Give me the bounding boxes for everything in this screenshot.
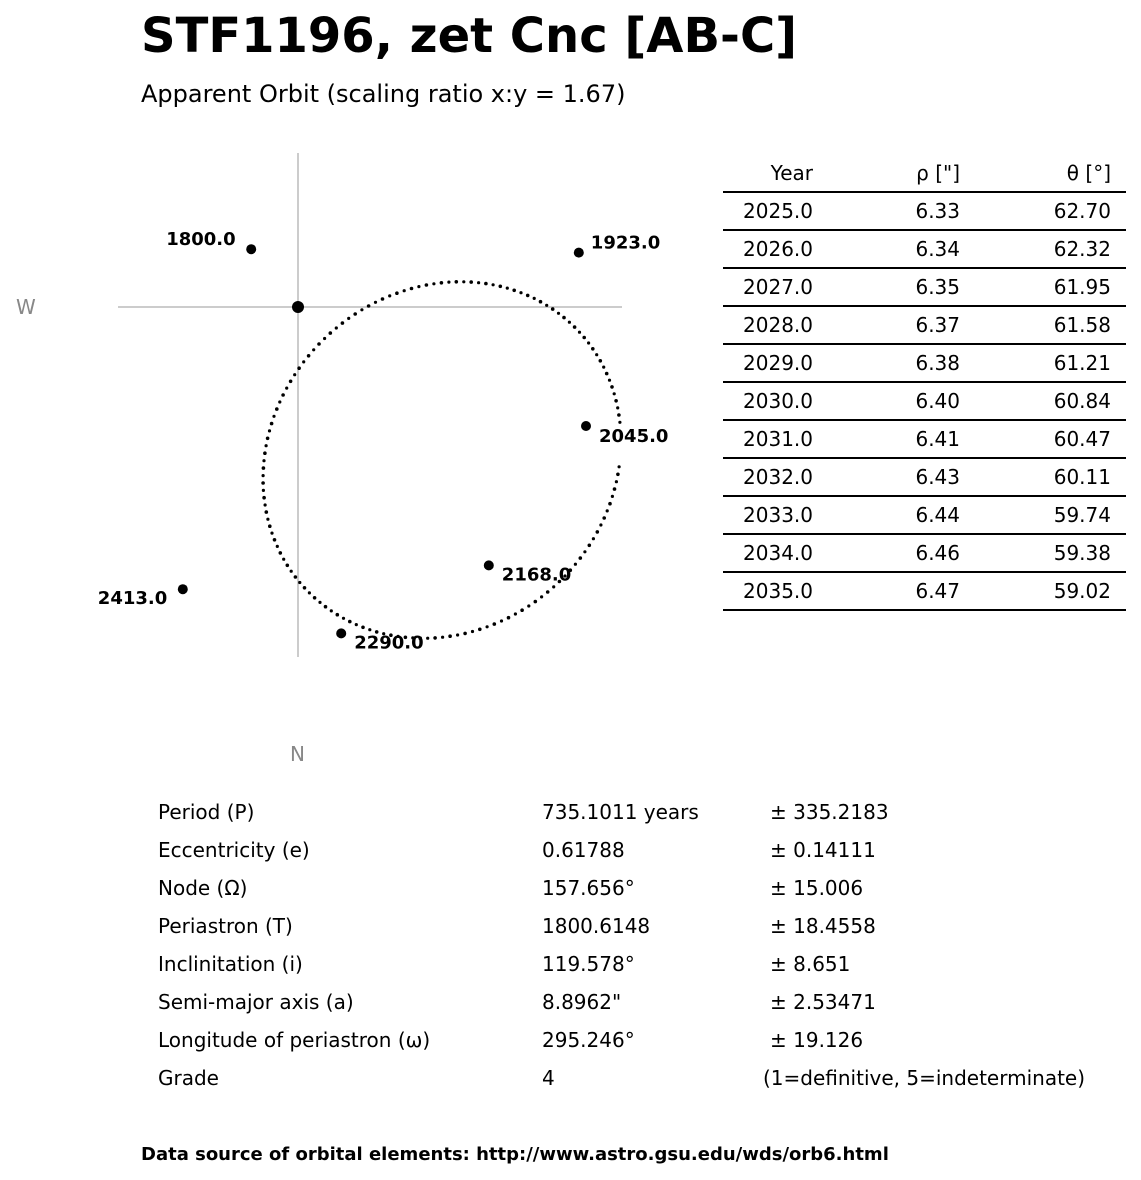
cell-year: 2033.0 bbox=[743, 503, 813, 527]
orbit-point bbox=[533, 297, 536, 300]
table-row bbox=[723, 496, 1126, 534]
orbit-point bbox=[361, 626, 365, 630]
orbit-point bbox=[540, 595, 543, 598]
orbit-point bbox=[272, 415, 275, 418]
orbit-point bbox=[264, 503, 267, 506]
orbit-point bbox=[286, 564, 290, 568]
orbit-point bbox=[294, 575, 298, 579]
orbit-point bbox=[484, 282, 488, 286]
orbit-point bbox=[261, 481, 265, 485]
orbit-point bbox=[588, 544, 592, 548]
element-error: ± 335.2183 bbox=[770, 800, 889, 824]
orbit-point bbox=[616, 473, 620, 477]
orbit-point bbox=[526, 294, 530, 298]
orbit-point bbox=[265, 510, 269, 514]
orbit-point bbox=[417, 285, 420, 288]
orbit-point bbox=[395, 291, 399, 295]
orbit-point bbox=[302, 360, 305, 363]
orbit-point bbox=[552, 585, 555, 588]
orbit-point bbox=[583, 550, 586, 553]
orbit-point bbox=[579, 556, 583, 560]
orbit-point bbox=[602, 516, 606, 520]
table-row bbox=[723, 268, 1126, 306]
orbit-point bbox=[279, 551, 283, 555]
element-value: 8.8962" bbox=[542, 990, 622, 1014]
cell-rho: 6.43 bbox=[915, 465, 960, 489]
element-error: ± 19.126 bbox=[770, 1028, 864, 1052]
orbit-point bbox=[599, 359, 603, 363]
orbit-point bbox=[462, 280, 465, 283]
element-name: Periastron (T) bbox=[158, 914, 293, 938]
orbit-point bbox=[266, 518, 269, 521]
orbit-point bbox=[478, 628, 482, 632]
orbit-point bbox=[499, 285, 503, 289]
orbit-point bbox=[355, 623, 358, 626]
axis-label-w: W bbox=[16, 295, 36, 319]
element-row bbox=[158, 831, 1118, 869]
orbit-point bbox=[448, 634, 452, 638]
orbit-point bbox=[519, 291, 522, 294]
orbit-point bbox=[368, 628, 371, 631]
orbit-point bbox=[290, 570, 293, 573]
orbit-point bbox=[425, 283, 429, 287]
orbit-point bbox=[308, 591, 311, 594]
orbit-point bbox=[312, 348, 315, 351]
epoch-label: 2413.0 bbox=[97, 588, 168, 610]
orbit-point bbox=[455, 280, 459, 284]
orbit-point bbox=[546, 590, 550, 594]
epoch-marks bbox=[98, 229, 669, 653]
orbit-point bbox=[270, 422, 274, 426]
cell-theta: 59.02 bbox=[1053, 579, 1111, 603]
orbit-point bbox=[329, 331, 333, 335]
cell-year: 2028.0 bbox=[743, 313, 813, 337]
orbit-point bbox=[587, 341, 590, 344]
orbit-point bbox=[610, 385, 614, 389]
orbit-point bbox=[441, 636, 444, 639]
cell-rho: 6.47 bbox=[915, 579, 960, 603]
orbit-point bbox=[608, 379, 611, 382]
orbit-point bbox=[266, 437, 270, 441]
orbit-point bbox=[614, 399, 618, 403]
orbit-point bbox=[591, 347, 595, 351]
orbit-point bbox=[265, 444, 268, 447]
cell-rho: 6.35 bbox=[915, 275, 960, 299]
element-row bbox=[158, 983, 1118, 1021]
element-value: 1800.6148 bbox=[542, 914, 651, 938]
orbit-point bbox=[278, 400, 281, 403]
table-row bbox=[723, 344, 1126, 382]
element-error: ± 15.006 bbox=[770, 876, 864, 900]
orbit-point bbox=[562, 316, 566, 320]
cell-rho: 6.46 bbox=[915, 541, 960, 565]
orbit-point bbox=[282, 558, 285, 561]
orbit-point bbox=[307, 354, 311, 358]
orbit-point bbox=[507, 616, 511, 620]
cell-theta: 59.38 bbox=[1053, 541, 1111, 565]
orbit-point bbox=[262, 474, 265, 477]
element-row bbox=[158, 869, 1118, 907]
orbit-point bbox=[410, 287, 414, 291]
orbit-point bbox=[318, 601, 321, 604]
orbit-point bbox=[330, 609, 333, 612]
epoch-marker bbox=[581, 421, 591, 431]
primary-star-marker bbox=[292, 301, 304, 313]
orbit-point bbox=[557, 312, 560, 315]
epoch-label: 2290.0 bbox=[354, 632, 424, 654]
orbit-point bbox=[263, 451, 267, 455]
orbit-point bbox=[297, 366, 301, 370]
orbit-point bbox=[596, 530, 600, 534]
orbit-point bbox=[313, 596, 317, 600]
cell-year: 2026.0 bbox=[743, 237, 813, 261]
cell-rho: 6.34 bbox=[915, 237, 960, 261]
table-row bbox=[723, 458, 1126, 496]
element-name: Semi-major axis (a) bbox=[158, 990, 354, 1014]
header-rho: ρ ["] bbox=[916, 161, 960, 185]
orbit-point bbox=[616, 406, 619, 409]
cell-theta: 62.32 bbox=[1053, 237, 1111, 261]
element-name: Grade bbox=[158, 1066, 219, 1090]
cell-year: 2025.0 bbox=[743, 199, 813, 223]
orbit-point bbox=[381, 297, 385, 301]
cell-rho: 6.33 bbox=[915, 199, 960, 223]
orbit-point bbox=[262, 466, 266, 470]
orbit-point bbox=[595, 353, 598, 356]
data-source-footer: Data source of orbital elements: http://www.astro.gsu.edu/wds/orb6.html bbox=[141, 1144, 889, 1165]
epoch-marker bbox=[246, 244, 256, 254]
orbit-point bbox=[500, 619, 503, 622]
epoch-marker bbox=[178, 584, 188, 594]
element-value: 4 bbox=[542, 1066, 555, 1090]
element-name: Inclinitation (i) bbox=[158, 952, 303, 976]
orbit-point bbox=[608, 502, 612, 506]
cell-rho: 6.38 bbox=[915, 351, 960, 375]
cell-theta: 59.74 bbox=[1053, 503, 1111, 527]
orbit-point bbox=[534, 600, 538, 604]
element-name: Longitude of periastron (ω) bbox=[158, 1028, 431, 1052]
cell-year: 2029.0 bbox=[743, 351, 813, 375]
element-value: 735.1011 years bbox=[542, 800, 699, 824]
orbit-point bbox=[582, 336, 586, 340]
orbit-point bbox=[335, 326, 338, 329]
orbit-point bbox=[281, 393, 285, 397]
epoch-label: 2045.0 bbox=[599, 426, 669, 447]
table-row bbox=[723, 420, 1126, 458]
orbit-point bbox=[341, 321, 345, 325]
epoch-label: 1923.0 bbox=[590, 232, 661, 254]
orbit-point bbox=[317, 342, 321, 346]
orbit-point bbox=[539, 300, 543, 304]
orbit-point bbox=[611, 495, 614, 498]
orbit-point bbox=[433, 636, 437, 640]
orbit-point bbox=[440, 281, 444, 285]
orbit-point bbox=[336, 613, 340, 617]
element-row bbox=[158, 1059, 1118, 1097]
orbit-point bbox=[426, 637, 429, 640]
orbit-point bbox=[615, 480, 618, 483]
element-error: ± 2.53471 bbox=[770, 990, 876, 1014]
element-row bbox=[158, 945, 1118, 983]
epoch-marker bbox=[574, 248, 584, 258]
orbit-point bbox=[298, 581, 301, 584]
orbit-point bbox=[578, 331, 581, 334]
orbit-point bbox=[613, 487, 617, 491]
orbit-point bbox=[289, 380, 293, 384]
orbit-point bbox=[605, 372, 609, 376]
orbit-point bbox=[303, 586, 307, 590]
cell-year: 2031.0 bbox=[743, 427, 813, 451]
orbit-point bbox=[275, 407, 279, 411]
cell-rho: 6.44 bbox=[915, 503, 960, 527]
orbit-point bbox=[367, 304, 371, 308]
orbit-point bbox=[527, 604, 530, 607]
orbit-point bbox=[273, 538, 277, 542]
orbital-elements bbox=[158, 793, 1118, 1097]
orbit-point bbox=[568, 321, 571, 324]
orbit-point bbox=[360, 308, 363, 311]
cell-theta: 61.95 bbox=[1053, 275, 1111, 299]
ephemeris-table bbox=[723, 155, 1126, 611]
orbit-point bbox=[618, 465, 621, 468]
orbit-point bbox=[353, 312, 357, 316]
orbit-point bbox=[471, 630, 474, 633]
element-name: Node (Ω) bbox=[158, 876, 248, 900]
table-row bbox=[723, 382, 1126, 420]
orbit-point bbox=[262, 496, 266, 500]
orbit-point bbox=[618, 421, 621, 424]
cell-rho: 6.40 bbox=[915, 389, 960, 413]
orbit-point bbox=[262, 489, 265, 492]
orbit-point bbox=[602, 366, 605, 369]
table-row bbox=[723, 230, 1126, 268]
orbit-point bbox=[506, 287, 509, 290]
epoch-label: 2168.0 bbox=[501, 564, 572, 586]
orbit-point bbox=[268, 524, 272, 528]
orbit-point bbox=[492, 283, 495, 286]
orbit-point bbox=[270, 532, 273, 535]
element-row bbox=[158, 1021, 1118, 1059]
orbit-point bbox=[606, 509, 609, 512]
element-error: ± 0.14111 bbox=[770, 838, 876, 862]
page-subtitle: Apparent Orbit (scaling ratio x:y = 1.67) bbox=[141, 80, 626, 108]
orbit-point bbox=[456, 633, 459, 636]
plot-axes bbox=[16, 153, 622, 766]
header-theta: θ [°] bbox=[1066, 161, 1111, 185]
orbit-point bbox=[388, 294, 391, 297]
orbit-point bbox=[551, 307, 555, 311]
orbit-dots bbox=[261, 280, 621, 640]
cell-rho: 6.37 bbox=[915, 313, 960, 337]
page-title: STF1196, zet Cnc [AB-C] bbox=[141, 8, 798, 64]
orbit-point bbox=[324, 605, 328, 609]
element-value: 295.246° bbox=[542, 1028, 635, 1052]
epoch-label: 1800.0 bbox=[166, 229, 236, 251]
orbit-point bbox=[268, 429, 271, 432]
ephemeris-header-row bbox=[723, 155, 1126, 192]
table-row bbox=[723, 192, 1126, 230]
orbit-point bbox=[262, 459, 265, 462]
orbit-point bbox=[276, 545, 279, 548]
orbit-plot bbox=[0, 0, 700, 780]
orbit-point bbox=[617, 413, 621, 417]
cell-year: 2034.0 bbox=[743, 541, 813, 565]
element-value: 119.578° bbox=[542, 952, 635, 976]
orbit-point bbox=[545, 304, 548, 307]
orbit-point bbox=[285, 387, 288, 390]
cell-theta: 60.47 bbox=[1053, 427, 1111, 451]
orbit-point bbox=[573, 325, 577, 329]
cell-year: 2030.0 bbox=[743, 389, 813, 413]
cell-theta: 60.84 bbox=[1053, 389, 1111, 413]
orbit-point bbox=[520, 608, 524, 612]
orbit-point bbox=[599, 523, 602, 526]
element-value: 157.656° bbox=[542, 876, 635, 900]
element-name: Eccentricity (e) bbox=[158, 838, 310, 862]
cell-theta: 62.70 bbox=[1053, 199, 1111, 223]
orbit-point bbox=[447, 281, 450, 284]
orbit-point bbox=[613, 392, 616, 395]
orbit-point bbox=[512, 289, 516, 293]
element-value: 0.61788 bbox=[542, 838, 625, 862]
element-error: (1=definitive, 5=indeterminate) bbox=[763, 1066, 1086, 1090]
cell-theta: 61.58 bbox=[1053, 313, 1111, 337]
cell-year: 2027.0 bbox=[743, 275, 813, 299]
element-error: ± 8.651 bbox=[770, 952, 851, 976]
element-row bbox=[158, 907, 1118, 945]
orbit-point bbox=[348, 620, 352, 624]
element-row bbox=[158, 793, 1118, 831]
orbit-point bbox=[477, 281, 480, 284]
cell-theta: 60.11 bbox=[1053, 465, 1111, 489]
axis-label-n: N bbox=[290, 742, 305, 766]
cell-theta: 61.21 bbox=[1053, 351, 1111, 375]
orbit-point bbox=[347, 317, 350, 320]
orbit-point bbox=[574, 563, 577, 566]
cell-rho: 6.41 bbox=[915, 427, 960, 451]
orbit-point bbox=[469, 280, 473, 284]
orbit-point bbox=[293, 373, 296, 376]
table-row bbox=[723, 534, 1126, 572]
orbit-point bbox=[374, 301, 377, 304]
element-name: Period (P) bbox=[158, 800, 255, 824]
orbit-point bbox=[592, 537, 595, 540]
element-error: ± 18.4558 bbox=[770, 914, 876, 938]
epoch-marker bbox=[484, 560, 494, 570]
orbit-point bbox=[486, 625, 489, 628]
orbit-point bbox=[342, 617, 345, 620]
cell-year: 2032.0 bbox=[743, 465, 813, 489]
orbit-point bbox=[432, 282, 435, 285]
orbit-point bbox=[463, 632, 467, 636]
orbit-point bbox=[323, 337, 326, 340]
orbit-point bbox=[514, 612, 517, 615]
cell-year: 2035.0 bbox=[743, 579, 813, 603]
epoch-marker bbox=[336, 628, 346, 638]
table-row bbox=[723, 306, 1126, 344]
orbit-point bbox=[403, 289, 406, 292]
header-year: Year bbox=[770, 161, 813, 185]
orbit-point bbox=[493, 622, 497, 626]
table-row bbox=[723, 572, 1126, 610]
